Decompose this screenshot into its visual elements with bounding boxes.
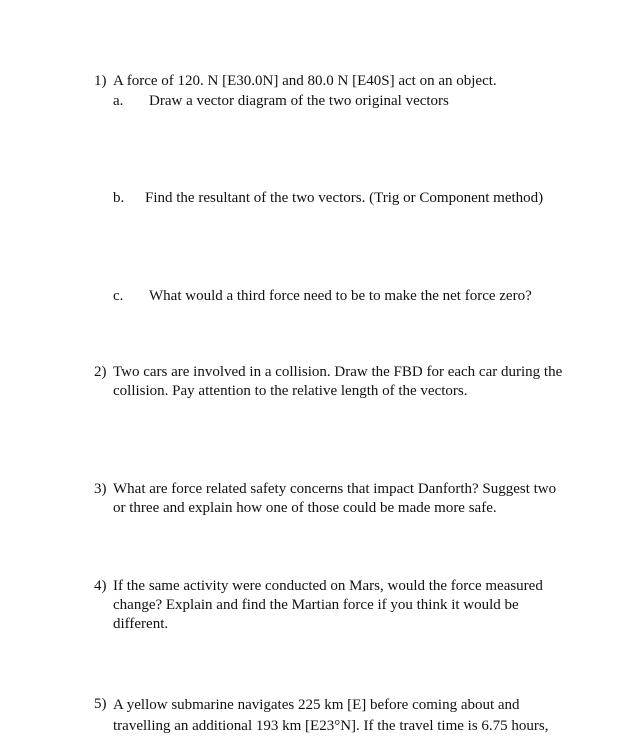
question-line: travelling an additional 193 km [E23°N]. If the travel time is 6.75 hours, <box>113 718 549 734</box>
question-line: different. <box>113 616 169 632</box>
part-text: Draw a vector diagram of the two original vectors <box>149 93 449 109</box>
question-line: or three and explain how one of those could be made more safe. <box>113 500 497 516</box>
part-text: Find the resultant of the two vectors. (Trig or Component method) <box>145 190 544 206</box>
question-line: change? Explain and find the Martian force if you think it would be <box>113 597 519 613</box>
question-text <box>113 480 573 518</box>
part-text: What would a third force need to be to make the net force zero? <box>149 288 532 304</box>
question-number: 2) <box>94 364 107 380</box>
question-number: 4) <box>94 578 107 594</box>
question-line: If the same activity were conducted on Mars, would the force measured <box>113 578 543 594</box>
question-number: 5) <box>94 696 107 712</box>
part-letter: b. <box>113 190 125 206</box>
question-number: 1) <box>94 73 107 89</box>
question-text <box>113 577 573 634</box>
part-letter: a. <box>113 93 124 109</box>
question-number: 3) <box>94 481 107 497</box>
question-text <box>113 72 573 91</box>
question-line: A force of 120. N [E30.0N] and 80.0 N [E40S] act on an object. <box>113 73 497 89</box>
part-letter: c. <box>113 288 124 304</box>
question-text <box>113 695 573 737</box>
question-line: collision. Pay attention to the relative length of the vectors. <box>113 383 468 399</box>
question-text <box>113 363 573 401</box>
question-line: Two cars are involved in a collision. Draw the FBD for each car during the <box>113 364 563 380</box>
question-line: A yellow submarine navigates 225 km [E] before coming about and <box>113 697 520 713</box>
question-line: What are force related safety concerns that impact Danforth? Suggest two <box>113 481 557 497</box>
